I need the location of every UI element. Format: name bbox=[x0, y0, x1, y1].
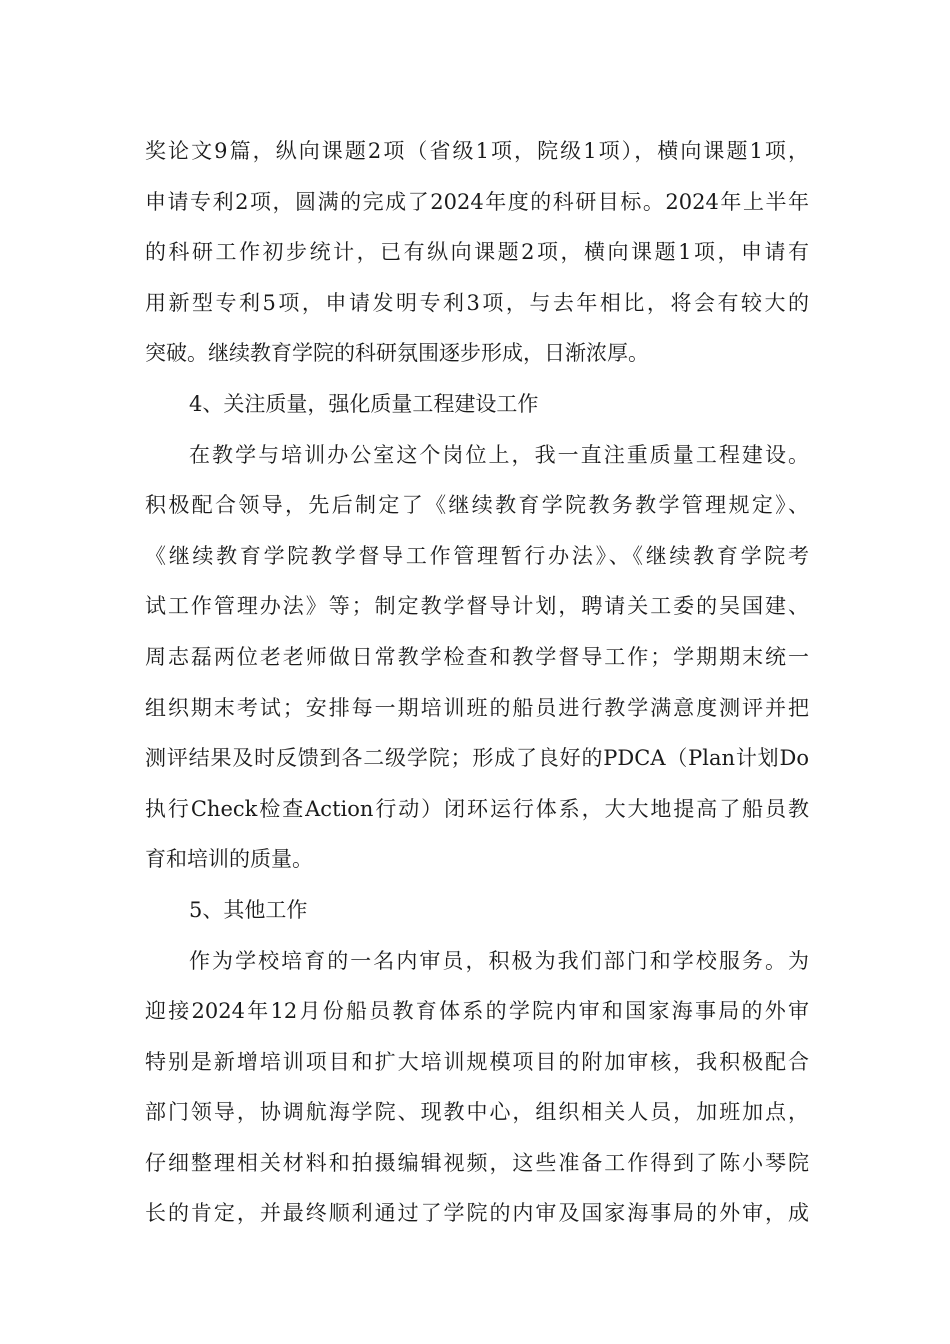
section-heading-5: 5、其他工作 bbox=[189, 897, 308, 922]
section-heading-4: 4、关注质量，强化质量工程建设工作 bbox=[189, 391, 539, 416]
text-line: 积极配合领导，先后制定了《继续教育学院教务教学管理规定》、 bbox=[145, 493, 809, 518]
text-line: 的科研工作初步统计，已有纵向课题2项，横向课题1项，申请有 bbox=[145, 240, 809, 265]
text-line: 长的肯定，并最终顺利通过了学院的内审及国家海事局的外审，成 bbox=[145, 1201, 809, 1226]
document-body bbox=[145, 126, 809, 1239]
paragraph-start: 在教学与培训办公室这个岗位上，我一直注重质量工程建设。 bbox=[189, 442, 809, 467]
text-line: 组织期末考试；安排每一期培训班的船员进行教学满意度测评并把 bbox=[145, 695, 809, 720]
text-line: 《继续教育学院教学督导工作管理暂行办法》、《继续教育学院考 bbox=[145, 543, 809, 568]
text-line: 执行Check检查Action行动）闭环运行体系，大大地提高了船员教 bbox=[145, 796, 809, 821]
text-line: 测评结果及时反馈到各二级学院；形成了良好的PDCA（Plan计划Do bbox=[145, 746, 809, 771]
text-line: 周志磊两位老老师做日常教学检查和教学督导工作；学期期末统一 bbox=[145, 644, 809, 669]
text-line: 仔细整理相关材料和拍摄编辑视频，这些准备工作得到了陈小琴院 bbox=[145, 1150, 809, 1175]
text-line: 部门领导，协调航海学院、现教中心，组织相关人员，加班加点， bbox=[145, 1100, 809, 1125]
text-line: 迎接2024年12月份船员教育体系的学院内审和国家海事局的外审 bbox=[145, 999, 809, 1024]
text-line: 奖论文9篇，纵向课题2项（省级1项，院级1项），横向课题1项， bbox=[145, 139, 809, 163]
text-line: 突破。继续教育学院的科研氛围逐步形成，日渐浓厚。 bbox=[145, 341, 649, 366]
text-line: 特别是新增培训项目和扩大培训规模项目的附加审核，我积极配合 bbox=[145, 1049, 809, 1074]
text-line: 育和培训的质量。 bbox=[145, 847, 313, 872]
text-line: 申请专利2项，圆满的完成了2024年度的科研目标。2024年上半年 bbox=[145, 189, 809, 214]
text-line: 用新型专利5项，申请发明专利3项，与去年相比，将会有较大的 bbox=[145, 290, 809, 315]
paragraph-start: 作为学校培育的一名内审员，积极为我们部门和学校服务。为 bbox=[189, 948, 809, 973]
text-line: 试工作管理办法》等；制定教学督导计划，聘请关工委的吴国建、 bbox=[145, 594, 809, 619]
